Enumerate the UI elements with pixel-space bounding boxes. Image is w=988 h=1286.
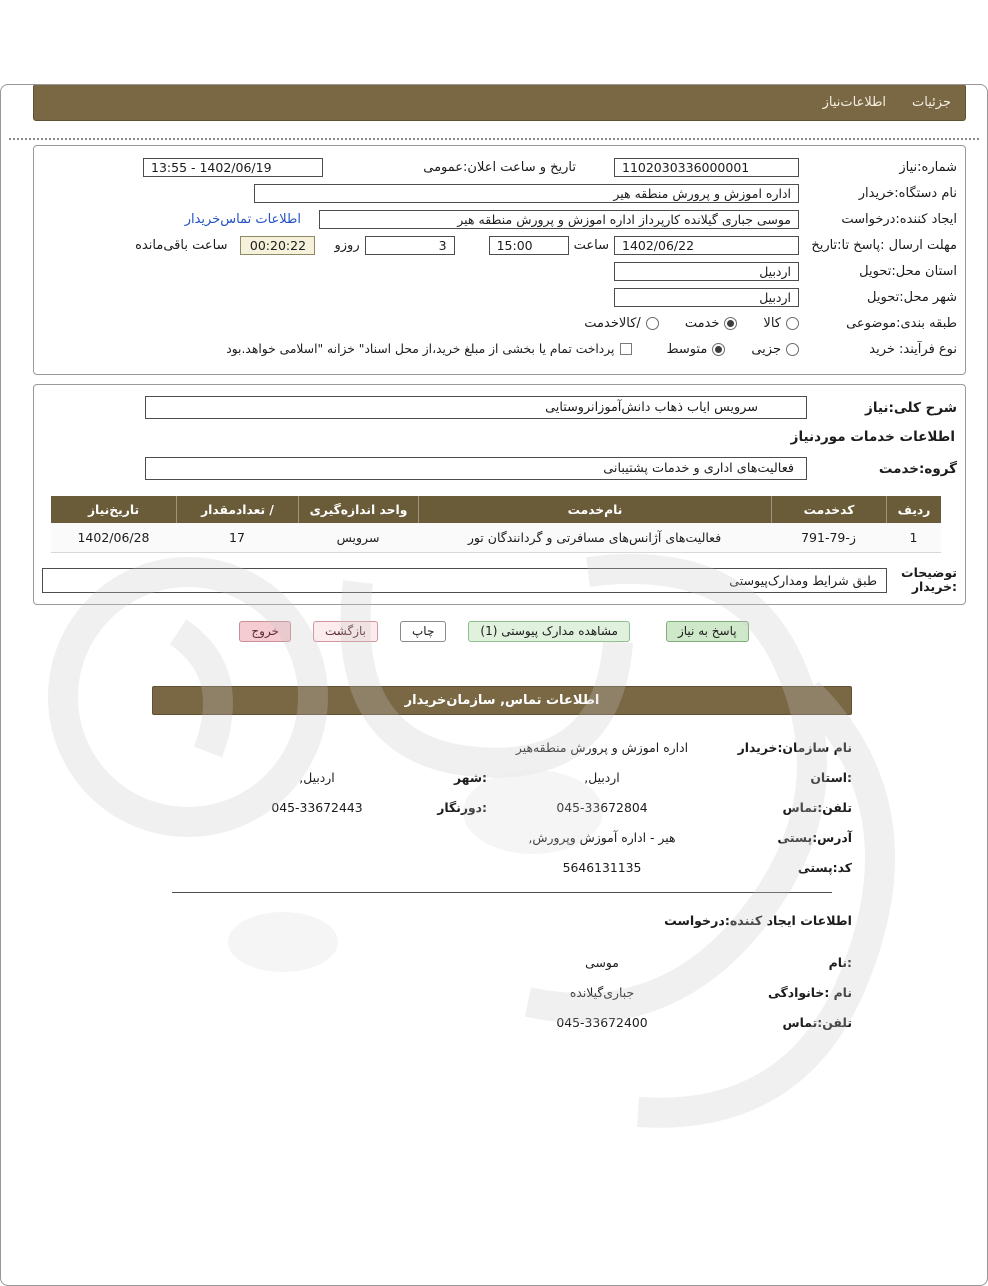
- postal-code-row: [152, 857, 852, 878]
- cell-unit: سرویس: [336, 530, 380, 545]
- exit-button[interactable]: خروج: [239, 621, 291, 642]
- col-unit: واحد اندازه‌گیری: [298, 496, 418, 523]
- section-divider: [172, 892, 832, 893]
- cell-quantity: 17: [229, 530, 245, 545]
- deadline-row: [42, 235, 957, 255]
- cell-service-code: ز-79-791: [801, 530, 856, 545]
- col-service-code: کدخدمت: [771, 496, 886, 523]
- requester-info-title: اطلاعات ایجاد کننده:درخواست: [664, 912, 852, 928]
- col-service-name: نام‌خدمت: [418, 496, 771, 523]
- radio-goods[interactable]: [786, 317, 799, 330]
- need-number-label: شماره:نیاز: [899, 159, 957, 175]
- service-table: [51, 496, 941, 553]
- delivery-province-row: [42, 261, 957, 281]
- requester-name-row: [152, 952, 852, 973]
- requester-phone-value: 045-33672400: [556, 1014, 648, 1030]
- requester-family-label: نام :خانوادگی: [767, 984, 852, 1000]
- radio-service-label: خدمت: [684, 315, 720, 331]
- top-divider: [9, 138, 979, 140]
- buyer-notes-label: [891, 566, 957, 595]
- requester-name-value: موسی: [585, 954, 619, 970]
- treasury-checkbox-label: پرداخت تمام یا بخشی از مبلغ خرید،از محل اسناد" خزانه "اسلامی خواهد.بود: [226, 342, 615, 356]
- requester-family-row: [152, 982, 852, 1003]
- delivery-province-label: استان محل:تحویل: [859, 263, 957, 279]
- contact-phone-value: 045-33672804: [556, 799, 648, 815]
- print-button[interactable]: چاپ: [400, 621, 446, 642]
- tab-bar: [33, 84, 966, 121]
- radio-medium[interactable]: [712, 343, 725, 356]
- announce-datetime-field[interactable]: 13:55 - 1402/06/19: [143, 158, 323, 177]
- need-detail-panel: [33, 384, 966, 605]
- requester-phone-row: [152, 1012, 852, 1033]
- buyer-contact-title-bar: اطلاعات تماس, سازمان‌خریدار: [152, 686, 852, 715]
- device-name-row: [42, 183, 957, 203]
- radio-minor[interactable]: [786, 343, 799, 356]
- requester-name-label: :نام: [828, 954, 852, 970]
- cell-service-name: فعالیت‌های آژانس‌های مسافرتی و گردانندگان تور: [467, 530, 722, 545]
- need-description-label: شرح کلی:نیاز: [865, 399, 957, 416]
- contact-phone-label: تلفن:تماس: [782, 799, 852, 815]
- device-name-label: نام دستگاه:خریدار: [858, 185, 957, 201]
- buyer-notes-label-line2: :خریدار: [911, 579, 957, 595]
- org-name-value: اداره اموزش و پرورش منطقه‌هیر: [515, 739, 689, 755]
- category-label: طبقه بندی:موضوعی: [846, 315, 957, 331]
- buyer-notes-row: [42, 566, 957, 595]
- contact-address-value: هیر - اداره آموزش وپرورش,: [528, 829, 676, 845]
- buyer-notes-label-line1: توضیحات: [901, 565, 957, 580]
- view-attachments-button[interactable]: مشاهده مدارک پیوستی (1): [468, 621, 630, 642]
- province-city-row: [152, 767, 852, 788]
- back-button[interactable]: بازگشت: [313, 621, 378, 642]
- radio-medium-label: متوسط: [666, 341, 708, 357]
- radio-goods-service[interactable]: [646, 317, 659, 330]
- buyer-contact-section: [152, 686, 852, 1033]
- table-row: [51, 523, 941, 553]
- service-group-row: [42, 457, 957, 480]
- creator-row: [42, 209, 957, 229]
- contact-city-label: :شهر: [453, 769, 487, 785]
- process-type-label: نوع فرآیند: خرید: [869, 341, 957, 357]
- contact-province-value: اردبیل,: [584, 769, 620, 785]
- deadline-time-field[interactable]: 15:00: [489, 236, 569, 255]
- radio-minor-label: جزیی: [751, 341, 781, 357]
- org-name-label: نام سازمان:خریدار: [737, 739, 852, 755]
- required-services-header: اطلاعات خدمات موردنیاز: [790, 429, 955, 445]
- delivery-city-field[interactable]: اردبیل: [614, 288, 799, 307]
- postal-code-label: کد:پستی: [797, 859, 852, 875]
- radio-goods-service-label: /کالاخدمت: [584, 315, 641, 331]
- postal-code-value: 5646131135: [562, 859, 642, 875]
- category-row: [42, 313, 957, 333]
- col-quantity: / تعدادمقدار: [176, 496, 298, 523]
- delivery-city-row: [42, 287, 957, 307]
- announce-datetime-label: تاریخ و ساعت اعلان:عمومی: [423, 159, 576, 175]
- hour-label: ساعت: [573, 237, 609, 253]
- cell-row: 1: [909, 530, 918, 545]
- process-type-row: [42, 339, 957, 359]
- buyer-contact-link[interactable]: اطلاعات تماس‌خریدار: [184, 211, 301, 227]
- contact-city-value: اردبیل,: [299, 769, 335, 785]
- need-number-row: [42, 157, 957, 177]
- org-name-row: [152, 737, 852, 758]
- col-row: ردیف: [886, 496, 941, 523]
- treasury-checkbox[interactable]: [620, 343, 632, 355]
- deadline-label: مهلت ارسال :پاسخ تا:تاریخ: [811, 237, 957, 253]
- need-description-row: [42, 396, 957, 419]
- tab-details[interactable]: جزئیات: [912, 95, 951, 110]
- respond-to-need-button[interactable]: پاسخ به نیاز: [666, 621, 749, 642]
- contact-fax-label: :دورنگار: [437, 799, 487, 815]
- delivery-city-label: شهر محل:تحویل: [867, 289, 957, 305]
- need-summary-panel: [33, 145, 966, 375]
- days-label: روزو: [334, 237, 360, 253]
- service-group-field[interactable]: فعالیت‌های اداری و خدمات پشتیبانی: [145, 457, 807, 480]
- requester-phone-label: تلفن:تماس: [782, 1014, 852, 1030]
- tab-need-info[interactable]: اطلاعات‌نیاز: [822, 95, 887, 110]
- radio-goods-label: کالا: [763, 315, 781, 331]
- col-need-date: تاریخ‌نیاز: [87, 502, 140, 517]
- delivery-province-field[interactable]: اردبیل: [614, 262, 799, 281]
- days-field[interactable]: 3: [365, 236, 455, 255]
- deadline-date-field[interactable]: 1402/06/22: [614, 236, 799, 255]
- creator-label: ایجاد کننده:درخواست: [841, 211, 957, 227]
- buyer-notes-field[interactable]: طبق شرایط ومدارک‌پیوستی: [42, 568, 887, 593]
- contact-fax-value: 045-33672443: [271, 799, 363, 815]
- need-description-field[interactable]: سرویس ایاب ذهاب دانش‌آموزانروستایی: [145, 396, 807, 419]
- remaining-time-label: ساعت باقی‌مانده: [135, 237, 228, 253]
- address-row: [152, 827, 852, 848]
- requester-family-value: جباری‌گیلانده: [569, 984, 635, 1000]
- countdown-timer: 00:20:22: [240, 236, 315, 255]
- action-buttons: [0, 621, 988, 642]
- need-number-field[interactable]: 1102030336000001: [614, 158, 799, 177]
- service-table-header: [51, 496, 941, 523]
- device-name-field[interactable]: اداره اموزش و پرورش منطقه هیر: [254, 184, 799, 203]
- phone-fax-row: [152, 797, 852, 818]
- service-group-label: گروه:خدمت: [878, 460, 957, 477]
- radio-service[interactable]: [724, 317, 737, 330]
- cell-need-date: 1402/06/28: [77, 530, 150, 545]
- contact-address-label: آدرس:پستی: [777, 829, 852, 845]
- contact-province-label: :استان: [810, 769, 852, 785]
- creator-field[interactable]: موسی جباری گیلانده کارپرداز اداره اموزش و پرورش منطقه هیر: [319, 210, 799, 229]
